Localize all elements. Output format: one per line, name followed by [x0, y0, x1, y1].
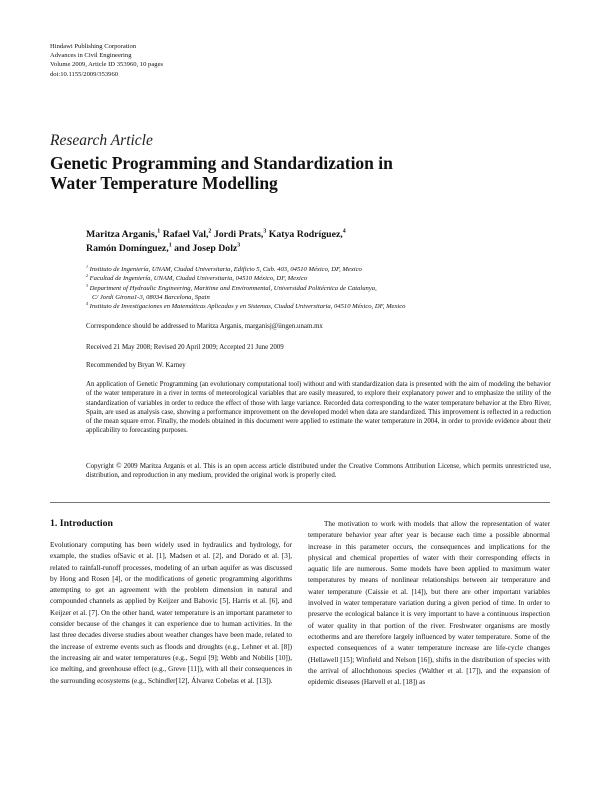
right-column: [308, 519, 550, 688]
author-name: Ramón Domínguez,: [86, 243, 169, 254]
affiliation-item: [86, 284, 556, 293]
publisher-line: Hindawi Publishing Corporation: [50, 43, 137, 50]
section-heading-introduction: 1. Introduction: [50, 518, 113, 529]
author-name: and Josep Dolz: [174, 243, 238, 254]
affiliation-number: 3: [86, 282, 88, 288]
author-affil-mark: 1: [157, 228, 161, 235]
author-affil-mark: 4: [342, 228, 346, 235]
author-list: [86, 228, 526, 256]
title-line-2: Water Temperature Modelling: [50, 173, 278, 193]
copyright-notice: Copyright © 2009 Maritza Arganis et al. This is an open access article distributed under the Creative Commons Attribution License, which permits unrestricted use, distribution, and reproduction in any medium, provided the original work is properly cited.: [86, 463, 551, 480]
affiliation-text: Facultad de Ingeniería, UNAM, Ciudad Universitaria, 04510 México, DF, Mexico: [89, 275, 308, 283]
affiliation-list: [86, 265, 556, 311]
volume-line: Volume 2009, Article ID 353960, 10 pages: [50, 61, 164, 69]
section-divider: [50, 502, 550, 503]
affiliation-text: Department of Hydraulic Engineering, Maritime and Environmental, Universidad Politécnica de Catalunya,: [89, 284, 377, 292]
recommended-line: Recommended by Bryan W. Karney: [86, 362, 186, 369]
affiliation-text: Instituto de Ingeniería, UNAM, Ciudad Universitaria, Edificio 5, Cub. 403, 04510 México, DF, Mexico: [89, 266, 362, 273]
title-line-1: Genetic Programming and Standardization in: [50, 153, 393, 173]
author-name: Maritza Arganis,: [86, 229, 158, 240]
left-column: [50, 518, 292, 687]
author-line-1: [86, 228, 526, 242]
affiliation-number: 2: [86, 273, 88, 279]
article-type: Research Article: [50, 132, 153, 149]
affiliation-item: [86, 302, 556, 311]
doi-line: doi:10.1155/2009/353960: [50, 70, 119, 78]
introduction-paragraph-1: Evolutionary computing has been widely used in hydraulics and hydrology, for example, the studies ofSavic et al. [1], Madsen et al. [2], and Dorado et al. [3], related to rainfall-runoff processes, modeling of an urban aquifer as was discussed by Hong and Rosen [4], or the modifications of genetic programming algorithms attempting to get an agreement with the problem dimension in natural and compounded channels as applied by Keijzer and Babovic [5], Harris et al. [6], and Keijzer et al. [7]. On the other hand, water temperature is an important parameter to consider because of the changes it can experience due to human activities. In the last three decades diverse studies about weather changes have been made, related to the increase of extreme events such as floods and droughts (e.g., Lehner et al. [8]) the increasing air and water temperatures (e.g., Seguí [9]; Webb and Nobilis [10]), ice melting, and greenhouse effect (e.g., Greve [11]), with all their consequences in the surrounding ecosystems (e.g., Schindler[12], Álvarez Cobelas et al. [13]).: [50, 541, 292, 685]
introduction-paragraph-2: The motivation to work with models that allow the representation of water temperature behavior year after year is because each time a possible abnormal increase in this parameter occurs, the consequences and implications for the physical and chemical properties of water with their corresponding effects in aquatic life are numerous. Some models have been applied to maximum water temperatures by means of nonlinear relationships between air temperature and water temperature (Caissie et al. [14]), but there are other important variables involved in water temperature variation during a given period of time. In order to preserve the ecological balance it is very important to have a continuous inspection of water quality in that portion of the river. Freshwater organisms are mostly ectotherms and are therefore largely influenced by water temperature. Some of the expected consequences of a water temperature increase are life-cycle changes (Hellawell [15]; Winfield and Nelson [16]), shifts in the distribution of species with the arrival of allochthonous species (Walther et al. [17]), and the expansion of epidemic diseases (Harvell et al. [18]) as: [308, 520, 550, 687]
author-affil-mark: 2: [208, 228, 212, 235]
author-affil-mark: 3: [263, 228, 267, 235]
dates-line: Received 21 May 2008; Revised 20 April 2009; Accepted 21 June 2009: [86, 344, 284, 351]
affiliation-text: Instituto de Investigaciones en Matemáticas Aplicadas y en Sistemas, Ciudad Universitaria, 04510 México, DF, Mexico: [89, 303, 406, 311]
author-affil-mark: 3: [237, 242, 241, 249]
author-affil-mark: 1: [168, 242, 172, 249]
journal-meta: [50, 42, 163, 79]
journal-name: Advances in Civil Engineering: [50, 52, 132, 60]
affiliation-continuation: C/ Jordi Girona1-3, 08034 Barcelona, Spain: [92, 293, 210, 301]
paper-title: [50, 153, 470, 193]
correspondence-note: Correspondence should be addressed to Maritza Arganis, marganisj@iingen.unam.mx: [86, 323, 323, 330]
abstract-text: An application of Genetic Programming (an evolutionary computational tool) without and with standardization data is presented with the aim of modeling the behavior of the water temperature in a river in terms of meteorological variables that are easily measured, to explore their explanatory power and to emphasize the utility of the standardization of variables in order to reduce the effect of those with large variance. Recorded data corresponding to the water temperature behavior at the Ebro River, Spain, are used as analysis case, showing a performance improvement on the developed model when data are standardized. This improvement is reflected in a reduction of the mean square error. Finally, the models obtained in this document were applied to estimate the water temperature in 2004, in order to provide evidence about their applicability to forecasting purposes.: [86, 381, 551, 435]
affiliation-item: [86, 265, 556, 274]
author-line-2: [86, 242, 526, 256]
affiliation-number: 4: [86, 301, 88, 306]
author-name: Katya Rodríguez,: [268, 229, 343, 240]
affiliation-number: 1: [86, 263, 88, 269]
author-name: Rafael Val,: [162, 229, 209, 240]
affiliation-item: [86, 274, 556, 283]
author-name: Jordi Prats,: [213, 229, 264, 240]
